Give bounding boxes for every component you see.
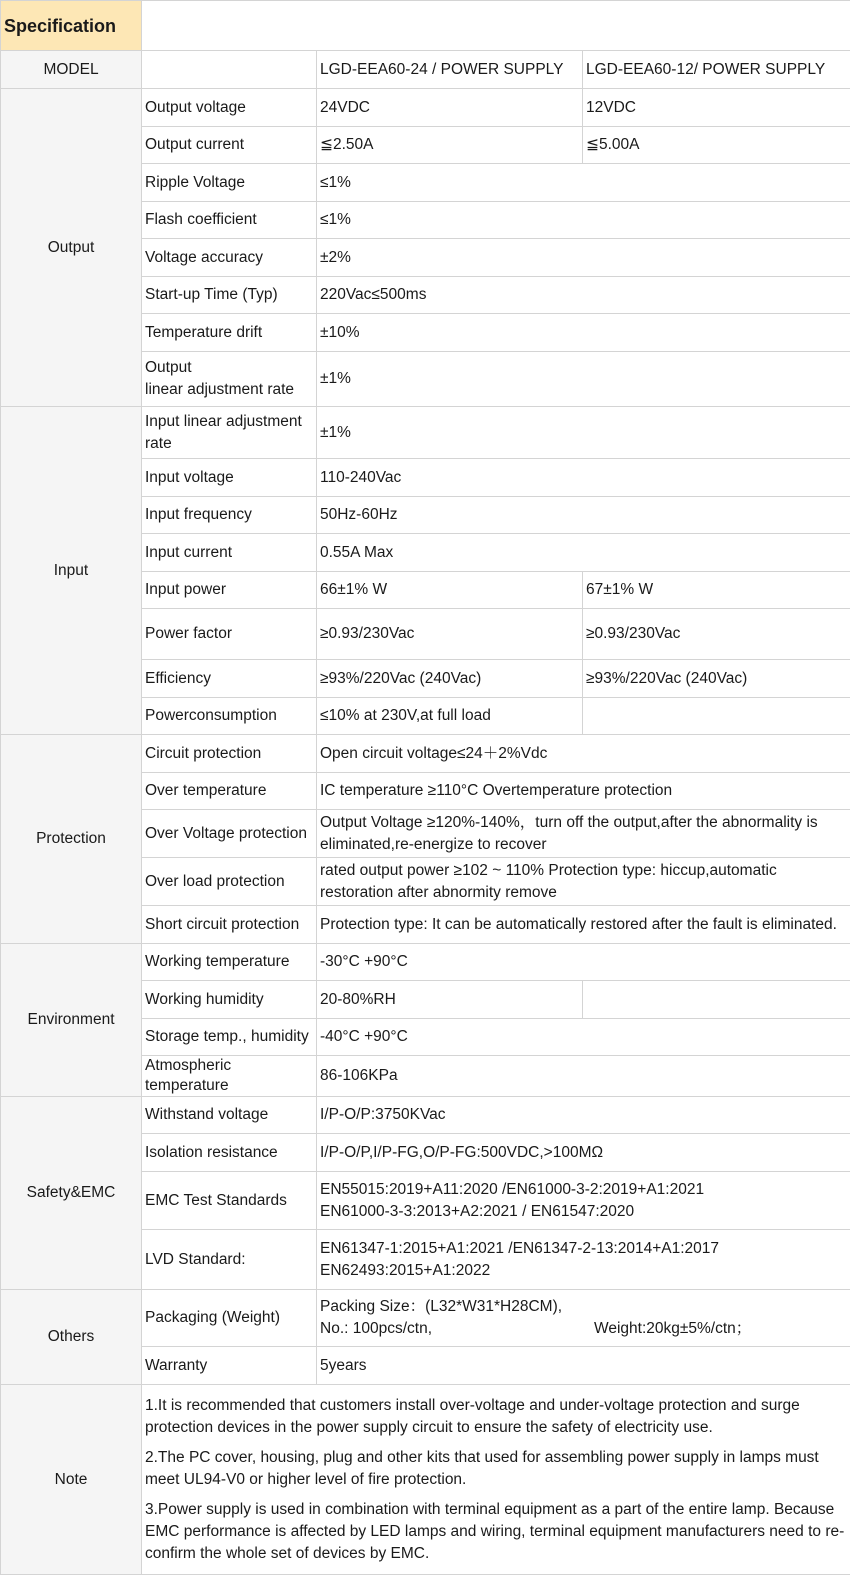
param-value: ±1%: [317, 352, 850, 407]
param-value: 220Vac≤500ms: [317, 277, 850, 314]
param-label: Flash coefficient: [142, 202, 317, 239]
title-row: [1, 1, 850, 51]
table-row: [1, 1290, 850, 1347]
param-value: 86-106KPa: [317, 1056, 850, 1097]
param-value: 0.55A Max: [317, 534, 850, 572]
param-label: Atmospheric temperature: [142, 1056, 317, 1097]
model-blank: [142, 51, 317, 89]
value-line: Packing Size：(L32*W31*H28CM),: [320, 1298, 563, 1315]
table-row: [1, 89, 850, 127]
param-label: Input current: [142, 534, 317, 572]
param-value: 24VDC: [317, 89, 583, 127]
table-row: [1, 407, 850, 459]
param-value: IC temperature ≥110°C Overtemperature protection: [317, 773, 850, 810]
value-line: Weight:20kg±5%/ctn；: [594, 1320, 752, 1337]
param-value: Open circuit voltage≤24＋2%Vdc: [317, 735, 850, 773]
param-value: 50Hz-60Hz: [317, 497, 850, 534]
param-value: I/P-O/P,I/P-FG,O/P-FG:500VDC,>100MΩ: [317, 1134, 850, 1172]
value-line: No.: 100pcs/ctn,: [320, 1320, 433, 1337]
note-item: 3.Power supply is used in combination with terminal equipment as a part of the entire lamp. Because EMC performance is affected by LED lamps and wiring, terminal equipment manufacturers need to re-confirm the whole set of devices by EMC.: [145, 1500, 845, 1562]
spec-title: Specification: [1, 1, 142, 51]
table-row: [1, 735, 850, 773]
param-label: Output current: [142, 127, 317, 164]
note-content: [142, 1385, 850, 1575]
param-label: Start-up Time (Typ): [142, 277, 317, 314]
param-value: ≦2.50A: [317, 127, 583, 164]
note-item: 2.The PC cover, housing, plug and other kits that used for assembling power supply in lamps must meet UL94-V0 or higher level of fire protection.: [145, 1448, 819, 1488]
param-value: [317, 1172, 850, 1230]
param-value: Output Voltage ≥120%-140%，turn off the output,after the abnormality is eliminated,re-energize to recover: [317, 810, 850, 858]
param-value-blank: [583, 698, 850, 735]
param-value: -40°C +90°C: [317, 1019, 850, 1056]
category-input: Input: [1, 407, 142, 735]
param-label-line: linear adjustment rate: [145, 381, 295, 398]
param-label: Working temperature: [142, 944, 317, 981]
param-value-blank: [583, 981, 850, 1019]
param-label: Circuit protection: [142, 735, 317, 773]
param-label: Working humidity: [142, 981, 317, 1019]
table-row: [1, 1097, 850, 1134]
param-value: ≥93%/220Vac (240Vac): [317, 660, 583, 698]
param-value: 20-80%RH: [317, 981, 583, 1019]
model-value-12v: LGD-EEA60-12/ POWER SUPPLY: [583, 51, 850, 89]
param-value: ≤1%: [317, 202, 850, 239]
param-label-line: Output: [145, 359, 192, 376]
category-output: Output: [1, 89, 142, 407]
param-label: Voltage accuracy: [142, 239, 317, 277]
param-value: 110-240Vac: [317, 459, 850, 497]
param-label: Output voltage: [142, 89, 317, 127]
value-line: EN61347-1:2015+A1:2021 /EN61347-2-13:2014+A1:2017: [320, 1239, 720, 1257]
param-label: Input frequency: [142, 497, 317, 534]
param-value: ±10%: [317, 314, 850, 352]
param-label: Over Voltage protection: [142, 810, 317, 858]
param-value: rated output power ≥102 ~ 110% Protection type: hiccup,automatic restoration after abnormity remove: [317, 858, 850, 906]
value-line: EN55015:2019+A11:2020 /EN61000-3-2:2019+A1:2021: [320, 1180, 705, 1198]
category-protection: Protection: [1, 735, 142, 944]
param-value: ≤10% at 230V,at full load: [317, 698, 583, 735]
param-label: Warranty: [142, 1347, 317, 1385]
param-label: Over load protection: [142, 858, 317, 906]
param-label: Short circuit protection: [142, 906, 317, 944]
category-note: Note: [1, 1385, 142, 1575]
param-label: Withstand voltage: [142, 1097, 317, 1134]
param-label: Isolation resistance: [142, 1134, 317, 1172]
param-value: [317, 1230, 850, 1290]
param-value: [317, 1290, 850, 1347]
param-label: LVD Standard:: [142, 1230, 317, 1290]
param-label: Efficiency: [142, 660, 317, 698]
param-value: Protection type: It can be automatically restored after the fault is eliminated.: [317, 906, 850, 944]
table-row: [1, 944, 850, 981]
param-label: Storage temp., humidity: [142, 1019, 317, 1056]
model-row: [1, 51, 850, 89]
param-label: Packaging (Weight): [142, 1290, 317, 1347]
param-value: 12VDC: [583, 89, 850, 127]
param-label: Temperature drift: [142, 314, 317, 352]
param-value: -30°C +90°C: [317, 944, 850, 981]
param-label: EMC Test Standards: [142, 1172, 317, 1230]
param-label: Input power: [142, 572, 317, 609]
param-label: Input voltage: [142, 459, 317, 497]
param-value: ≥93%/220Vac (240Vac): [583, 660, 850, 698]
param-label: Powerconsumption: [142, 698, 317, 735]
param-label: Over temperature: [142, 773, 317, 810]
param-label: Ripple Voltage: [142, 164, 317, 202]
table-row: [1, 1385, 850, 1575]
model-value-24v: LGD-EEA60-24 / POWER SUPPLY: [317, 51, 583, 89]
value-line: EN62493:2015+A1:2022: [320, 1261, 491, 1279]
model-label: MODEL: [1, 51, 142, 89]
category-safety-emc: Safety&EMC: [1, 1097, 142, 1290]
param-value: 66±1% W: [317, 572, 583, 609]
title-blank: [142, 1, 850, 51]
param-value: 5years: [317, 1347, 850, 1385]
category-environment: Environment: [1, 944, 142, 1097]
param-value: ≥0.93/230Vac: [583, 609, 850, 660]
param-value: ±1%: [317, 407, 850, 459]
param-value: ≦5.00A: [583, 127, 850, 164]
category-others: Others: [1, 1290, 142, 1385]
param-label: Input linear adjustment rate: [142, 407, 317, 459]
note-item: 1.It is recommended that customers install over-voltage and under-voltage protection and surge protection devices in the power supply circuit to ensure the safety of electricity use.: [145, 1396, 800, 1436]
param-value: ±2%: [317, 239, 850, 277]
param-value: 67±1% W: [583, 572, 850, 609]
param-value: I/P-O/P:3750KVac: [317, 1097, 850, 1134]
value-line: EN61000-3-3:2013+A2:2021 / EN61547:2020: [320, 1202, 635, 1220]
param-label: [142, 352, 317, 407]
param-value: ≤1%: [317, 164, 850, 202]
param-value: ≥0.93/230Vac: [317, 609, 583, 660]
param-label: Power factor: [142, 609, 317, 660]
